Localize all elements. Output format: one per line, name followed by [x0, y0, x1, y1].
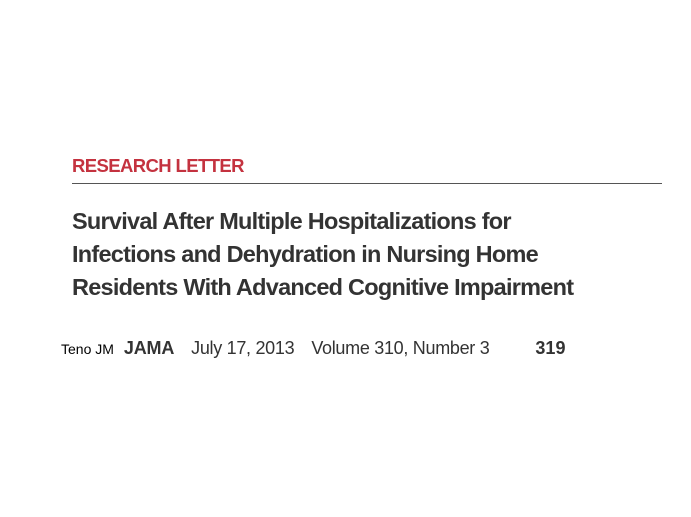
citation-author: Teno JM [61, 341, 114, 357]
article-title-line: Residents With Advanced Cognitive Impairment [72, 274, 574, 300]
citation-page: 319 [535, 338, 566, 358]
section-label: RESEARCH LETTER [72, 155, 244, 176]
article-title-line: Infections and Dehydration in Nursing Home [72, 241, 538, 267]
header-divider [72, 183, 662, 184]
citation-date: July 17, 2013 [191, 338, 295, 358]
citation-volume: Volume 310, Number 3 [311, 338, 490, 358]
citation-line [61, 338, 565, 362]
article-title-line: Survival After Multiple Hospitalizations for [72, 208, 511, 234]
article-title [72, 205, 672, 304]
citation-journal: JAMA [123, 338, 175, 358]
